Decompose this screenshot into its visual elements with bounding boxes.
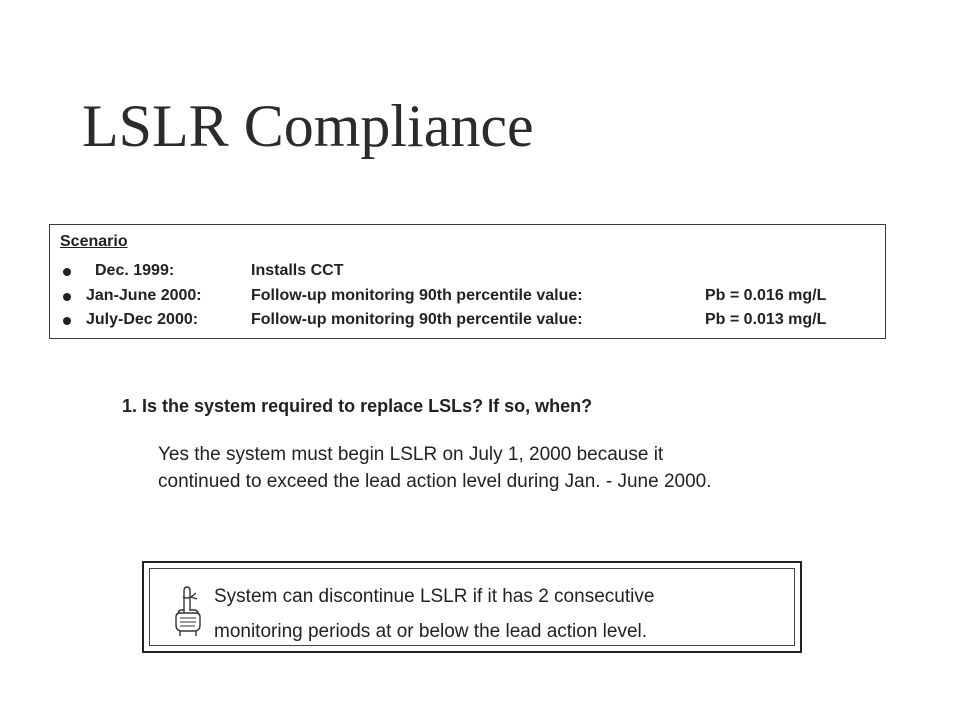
- reminder-note-inner-frame: [149, 568, 795, 646]
- scenario-description: Follow-up monitoring 90th percentile value:: [251, 311, 583, 328]
- scenario-row-dec-1999: [60, 262, 880, 282]
- scenario-heading: Scenario: [60, 233, 128, 250]
- answer-line: Yes the system must begin LSLR on July 1, 2000 because it: [158, 444, 664, 465]
- slide-title: LSLR Compliance: [82, 93, 534, 159]
- scenario-row-jan-june-2000: [60, 287, 880, 307]
- scenario-description: Follow-up monitoring 90th percentile value:: [251, 287, 583, 304]
- note-line: monitoring periods at or below the lead action level.: [214, 621, 648, 642]
- question-text: 1. Is the system required to replace LSLs? If so, when?: [122, 396, 593, 416]
- scenario-row-july-dec-2000: [60, 311, 880, 331]
- finger-with-string-reminder-icon: [172, 583, 206, 637]
- answer-text: [158, 441, 858, 495]
- reminder-note-text: [214, 579, 654, 649]
- note-line: System can discontinue LSLR if it has 2 consecutive: [214, 586, 655, 607]
- scenario-description: Installs CCT: [251, 262, 344, 279]
- scenario-value: Pb = 0.016 mg/L: [705, 287, 827, 304]
- scenario-value: Pb = 0.013 mg/L: [705, 311, 827, 328]
- bullet-icon: [63, 317, 71, 325]
- bullet-icon: [63, 293, 71, 301]
- scenario-date: Dec. 1999:: [95, 262, 175, 279]
- scenario-date: July-Dec 2000:: [86, 311, 199, 328]
- scenario-box: [49, 224, 886, 339]
- bullet-icon: [63, 268, 71, 276]
- reminder-note-box: [142, 561, 802, 653]
- scenario-date: Jan-June 2000:: [86, 287, 202, 304]
- answer-line: continued to exceed the lead action level during Jan. - June 2000.: [158, 471, 712, 492]
